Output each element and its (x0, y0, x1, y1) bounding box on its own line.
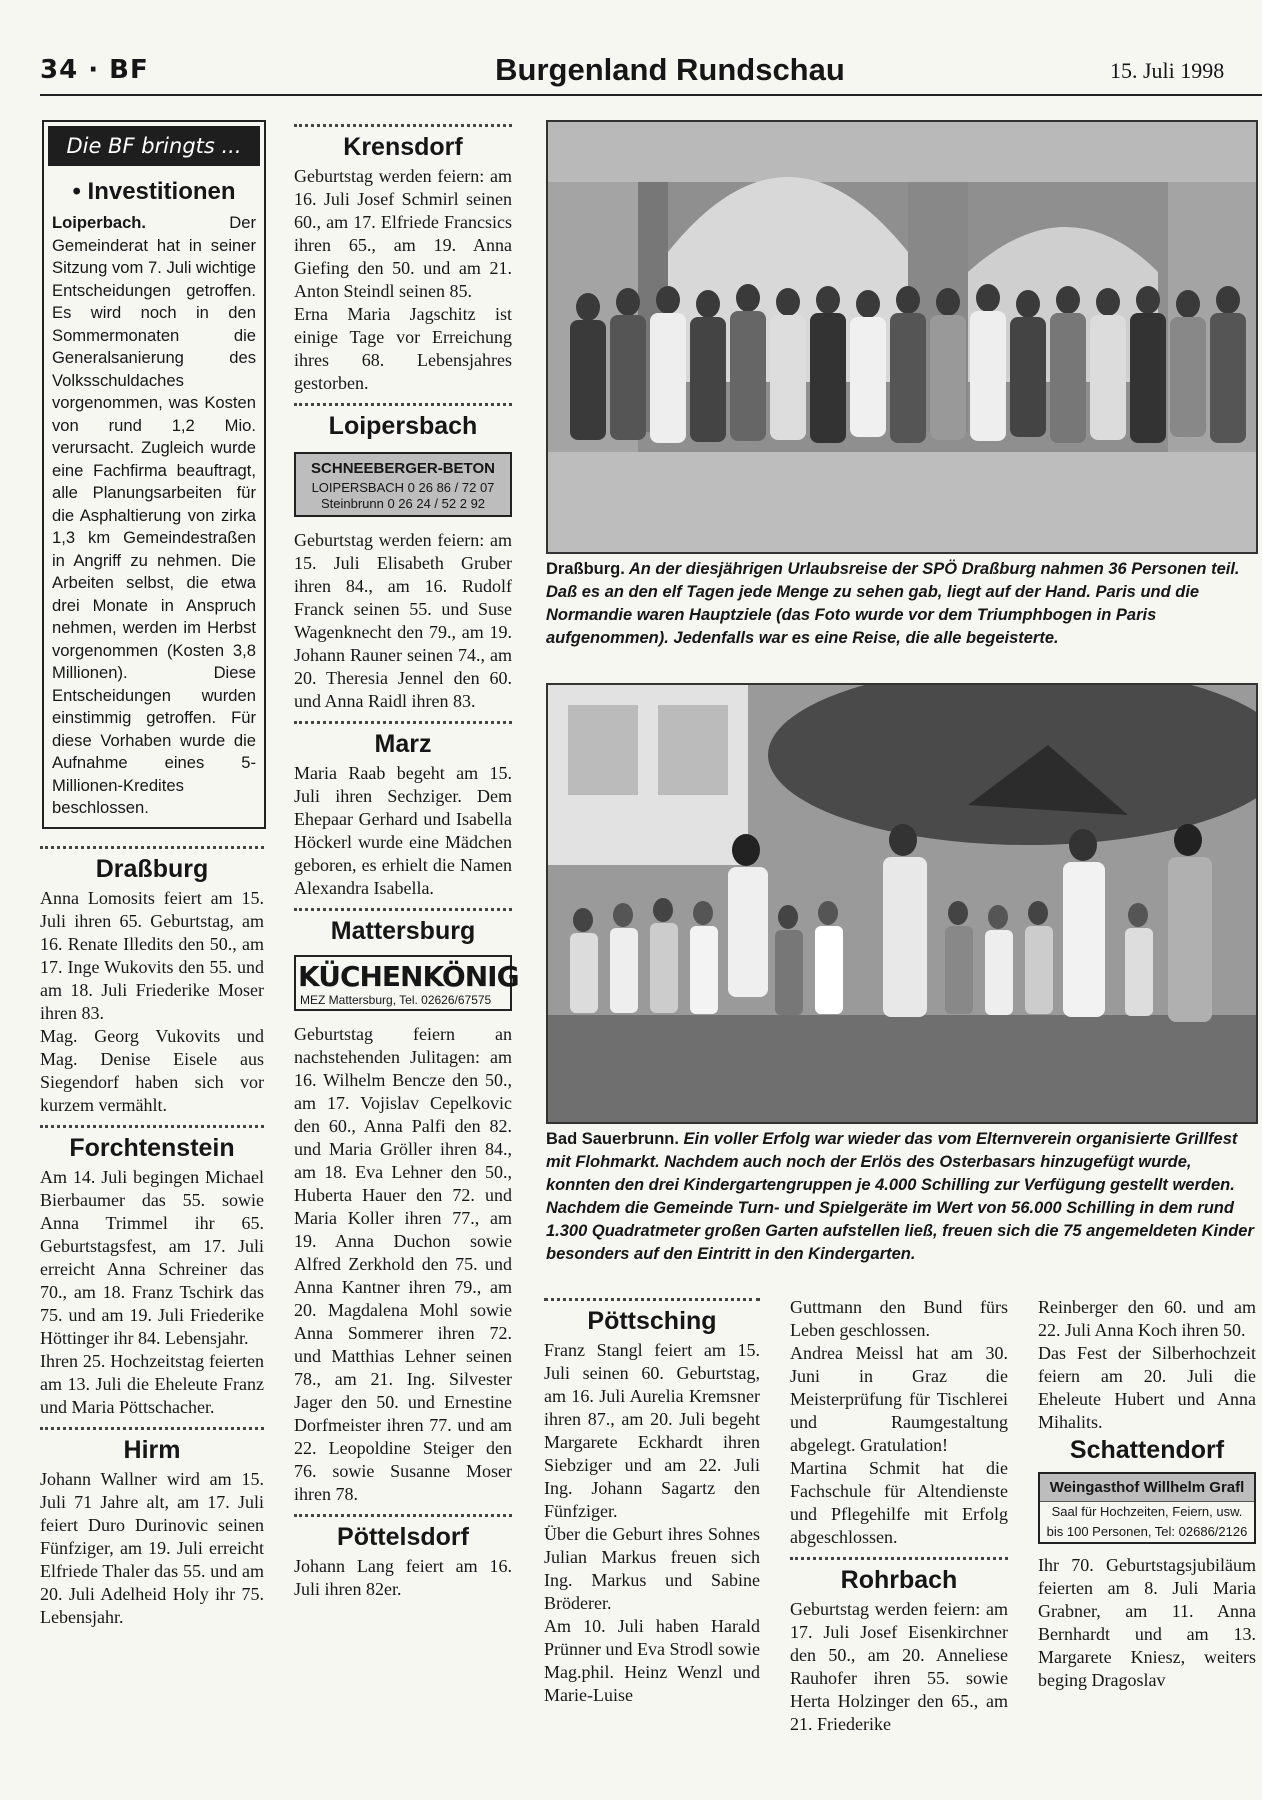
column-1 (40, 838, 264, 1629)
article-text: Am 14. Juli begingen Michael Bierbaumer das 55. sowie Anna Trimmel ihr 65. Geburtstagsfest, am 17. Juli erreicht Anna Schreiner das 70., am 18. Franz Tschirk das 75. und am 19. Juli Friederike Höttinger ihr 84. Lebensjahr. (40, 1167, 264, 1348)
divider (40, 1125, 264, 1128)
article-text: Mag. Georg Vukovits und Mag. Denise Eisele aus Siegendorf haben sich vor kurzem vermählt. (40, 1026, 264, 1115)
bf-subheading: • Investitionen (72, 178, 236, 205)
section-heading-krensdorf: Krensdorf (343, 133, 463, 161)
article-text: Geburtstag werden feiern: am 15. Juli Elisabeth Gruber ihren 84., am 16. Rudolf Franck seinen 55. und Suse Wagenknecht den 79., am 19. Johann Rauner seinen 74., am 20. Theresia Jennel den 60. und Anna Raidl ihren 83. (294, 530, 512, 711)
section-heading-marz: Marz (374, 730, 432, 758)
divider (40, 1427, 264, 1430)
column-2 (294, 116, 519, 1601)
section-heading-hirm: Hirm (123, 1436, 181, 1464)
section-heading-rohrbach: Rohrbach (840, 1566, 958, 1594)
column-4 (790, 1296, 1008, 1736)
article-text: Martina Schmit hat die Fachschule für Altendienste und Pflegehilfe mit Erfolg abgeschlossen. (790, 1458, 1008, 1547)
divider (294, 124, 512, 127)
bf-banner: Die BF bringts ... (48, 126, 260, 166)
ad-title: SCHNEEBERGER-BETON (311, 460, 495, 477)
divider (294, 908, 512, 911)
article-text: Johann Lang feiert am 16. Juli ihren 82er. (294, 1556, 512, 1599)
issue-date: 15. Juli 1998 (1110, 58, 1225, 83)
section-heading-forchtenstein: Forchtenstein (69, 1134, 235, 1162)
article-text: Über die Geburt ihres Sohnes Julian Markus freuen sich Ing. Markus und Sabine Bröderer. (544, 1524, 760, 1613)
caption-text: Ein voller Erfolg war wieder das vom Elternverein organisierte Grillfest mit Flohmarkt. Nachdem auch noch der Erlös des Osterbasars hinzugefügt wurde, konnten den drei Kindergartengruppen je 4.000 Schilling zur Verfügung gestellt werden. Nachdem die Gemeinde Turn- und Spielgeräte im Wert von 56.000 Schilling in dem rund 1.300 Quadratmeter großen Garten aufstellen ließ, freuen sich die 75 angemeldeten Kinder besonders auf den Eintritt in den Kindergarten. (546, 1130, 1254, 1263)
caption-lead: Draßburg. (546, 560, 625, 578)
divider (544, 1298, 760, 1301)
ad-line: bis 100 Personen, Tel: 02686/2126 (1046, 1524, 1248, 1539)
ad-title: Weingasthof Willhelm Grafl (1040, 1474, 1254, 1502)
article-text: Geburtstag werden feiern: am 16. Juli Josef Schmirl seinen 60., am 17. Elfriede Francsics ihren 65., am 19. Anna Giefing den 50. und am 21. Anton Steindl seinen 85. (294, 166, 512, 301)
article-text: Das Fest der Silberhochzeit feiern am 20. Juli die Eheleute Hubert und Anna Mihalits. (1038, 1343, 1256, 1432)
ad-logo: KÜCHENKÖNIG (298, 960, 519, 993)
article-text: Anna Lomosits feiert am 15. Juli ihren 65. Geburtstag, am 16. Renate Illedits den 50., am 17. Inge Wukovits den 55. und am 18. Juli Friederike Moser ihren 83. (40, 888, 264, 1023)
bf-info-box (42, 120, 266, 829)
divider (40, 846, 264, 849)
newspaper-title: Burgenland Rundschau (495, 52, 845, 87)
column-5 (1038, 1296, 1256, 1692)
caption-text: An der diesjährigen Urlaubsreise der SPÖ Draßburg nahmen 36 Personen teil. Daß es an den elf Tagen jede Menge zu sehen gab, liegt auf der Hand. Paris und die Normandie waren Hauptziele (das Foto wurde vor dem Triumphbogen in Paris aufgenommen). Jedenfalls war es eine Reise, die alle begeisterte. (546, 560, 1240, 647)
section-heading-drassburg: Draßburg (95, 855, 209, 883)
ad-kuechenkoenig (294, 955, 519, 1011)
article-text: Maria Raab begeht am 15. Juli ihren Sechziger. Dem Ehepaar Gerhard und Isabella Höckerl wurde eine Mädchen geboren, es erhielt die Namen Alexandra Isabella. (294, 763, 512, 898)
photo-group-triumphal-arch (546, 120, 1258, 554)
section-heading-loipersbach: Loipersbach (328, 412, 478, 440)
photo-caption-bad-sauerbrunn (546, 1128, 1258, 1266)
bf-article-body: Der Gemeinderat hat in seiner Sitzung vom 7. Juli wichtige Entscheidungen getroffen. Es wird noch in den Sommermonaten die Generalsanierung des Volksschuldaches vorgenommen, was Kosten von rund 1,2 Mio. verursacht. Zugleich wurde eine Fachfirma beauftragt, alle Planungsarbeiten für die Asphaltierung von zirka 1,3 km Gemeindestraßen in Angriff zu nehmen. Die Arbeiten selbst, die etwa drei Monate in Anspruch nehmen, werden im Herbst vorgenommen (Kosten 3,8 Millionen). Diese Entscheidungen wurden einstimmig getroffen. Für diese Vorhaben wurde die Aufnahme eines 5-Millionen-Kredites beschlossen. (52, 213, 256, 817)
photo-kindergarten (546, 683, 1258, 1124)
ad-weingasthof-grafl (1038, 1472, 1256, 1544)
photo-kindergarten-image (548, 685, 1256, 1122)
section-heading-poettsching: Pöttsching (587, 1307, 717, 1335)
divider (294, 721, 512, 724)
ad-schneeberger-beton (294, 452, 512, 517)
article-text: Geburtstag werden feiern: am 17. Juli Josef Eisenkirchner den 50., am 20. Anneliese Rauhofer ihren 55. sowie Herta Holzinger den 65., am 21. Friederike (790, 1599, 1008, 1734)
article-text: Reinberger den 60. und am 22. Juli Anna Koch ihren 50. (1038, 1297, 1256, 1340)
section-heading-poettelsdorf: Pöttelsdorf (337, 1523, 469, 1551)
article-text: Ihr 70. Geburtstagsjubiläum feierten am 8. Juli Maria Grabner, am 11. Anna Bernhardt und am 13. Margarete Kniesz, weiters beging Dragoslav (1038, 1555, 1256, 1690)
ad-phone: Steinbrunn 0 26 24 / 52 2 92 (320, 496, 486, 511)
ad-contact: MEZ Mattersburg, Tel. 02626/67575 (300, 993, 492, 1007)
article-text: Andrea Meissl hat am 30. Juni in Graz die Meisterprüfung für Tischlerei und Raumgestaltung abgelegt. Gratulation! (790, 1343, 1008, 1455)
section-heading-schattendorf: Schattendorf (1069, 1436, 1225, 1464)
ad-line: Saal für Hochzeiten, Feiern, usw. (1051, 1504, 1243, 1519)
article-text: Geburtstag feiern an nachstehenden Julitagen: am 16. Wilhelm Bencze den 50., am 17. Vojislav Cepelkovic den 60., Anna Palfi den 82. und Maria Gröller ihren 84., am 18. Eva Lehner den 50., Huberta Hauer den 72. und Maria Koller ihren 77., am 19. Anna Duchon sowie Alfred Zerkhold den 75. und Anna Kantner ihren 79., am 20. Magdalena Mohl sowie Anna Sommerer ihren 72. und Matthias Lehner seinen 78., am 21. Ing. Silvester Jager den 50. und Ernestine Dorfmeister ihren 77. und am 22. Leopoldine Steiger den 76. sowie Susanne Moser ihren 78. (294, 1024, 512, 1504)
header-rule (40, 94, 1262, 96)
section-heading-mattersburg: Mattersburg (330, 917, 476, 945)
column-3 (544, 1290, 760, 1707)
bf-article-lead: Loiperbach. (52, 213, 147, 232)
article-text: Erna Maria Jagschitz ist einige Tage vor Erreichung ihres 68. Lebensjahres gestorben. (294, 304, 512, 393)
article-text: Johann Wallner wird am 15. Juli 71 Jahre alt, am 17. Juli feiert Duro Durinovic seinen Fünfziger, am 19. Juli erreicht Elfriede Thaler das 55. und am 20. Juli Adelheid Holy ihr 75. Lebensjahr. (40, 1469, 264, 1627)
divider (294, 1514, 512, 1517)
divider (790, 1557, 1008, 1560)
photo-caption-drassburg (546, 558, 1258, 650)
ad-phone: LOIPERSBACH 0 26 86 / 72 07 (311, 480, 495, 495)
article-text: Franz Stangl feiert am 15. Juli seinen 60. Geburtstag, am 16. Juli Aurelia Kremsner ihren 87., am 20. Juli begeht Margarete Eckhardt ihren Siebziger und am 22. Juli Ing. Johann Sagartz den Fünfziger. (544, 1340, 760, 1521)
page-number: 34 · BF (40, 55, 149, 85)
article-text: Ihren 25. Hochzeitstag feierten am 13. Juli die Eheleute Franz und Maria Pöttschacher. (40, 1351, 264, 1417)
caption-lead: Bad Sauerbrunn. (546, 1130, 679, 1148)
divider (294, 403, 512, 406)
article-text: Am 10. Juli haben Harald Prünner und Eva Strodl sowie Mag.phil. Heinz Wenzl und Marie-Luise (544, 1616, 760, 1705)
photo-group-image (548, 122, 1256, 552)
article-text: Guttmann den Bund fürs Leben geschlossen. (790, 1297, 1008, 1340)
bf-article (44, 212, 264, 820)
